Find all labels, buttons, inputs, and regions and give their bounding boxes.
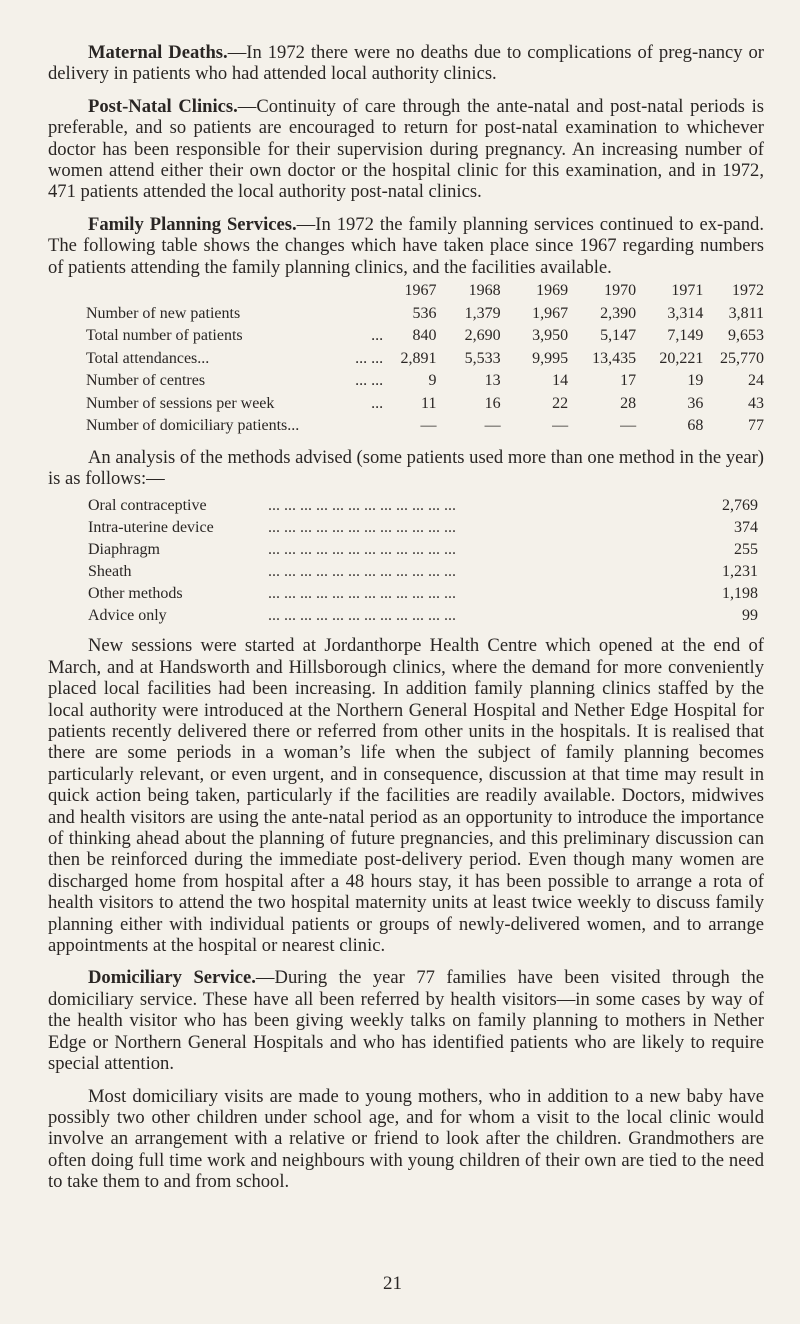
row-label: Number of centres	[86, 372, 206, 390]
cell-value: 19	[687, 372, 704, 390]
heading-post-natal: Post-Natal Clinics.	[88, 95, 238, 117]
heading-maternal-deaths: Maternal Deaths.	[88, 42, 228, 63]
cell-value: 9,995	[532, 349, 569, 367]
year-header: 1971	[671, 282, 704, 300]
cell-value: 9,653	[728, 327, 764, 345]
cell-value: 11	[421, 394, 437, 412]
method-value: 374	[734, 519, 758, 537]
table-row	[86, 415, 764, 438]
cell-value: 17	[620, 372, 637, 390]
cell-value: 1,379	[464, 304, 501, 322]
method-value: 99	[742, 607, 758, 625]
page-number: 21	[383, 1273, 402, 1294]
list-item	[88, 495, 758, 517]
cell-value: 28	[620, 394, 637, 412]
leader-dots	[336, 415, 387, 438]
list-item	[88, 539, 758, 561]
table-row	[86, 325, 764, 348]
paragraph-post-natal	[48, 96, 764, 203]
list-item	[88, 561, 758, 583]
row-label: Number of new patients	[86, 304, 241, 322]
cell-value: 24	[748, 372, 764, 390]
cell-value: 7,149	[667, 327, 704, 345]
year-header: 1968	[468, 282, 501, 300]
cell-value: 3,950	[532, 327, 569, 345]
leader-dots: ... ... ... ... ... ... ... ... ... ... ... ...	[268, 585, 456, 603]
text-domiciliary-service: —During the year 77 families have been visited through the domiciliary service. These have all been referred by health visitors—in some cases by way of the health visitor who has been giving weekly talks on family planning to mothers in Nether Edge or Northern General Hospitals and who has identified patients who are likely to require special attention.	[48, 967, 765, 1075]
method-value: 255	[734, 541, 758, 559]
year-header: 1972	[732, 282, 764, 300]
cell-value: 3,314	[667, 304, 704, 322]
cell-value: 5,533	[464, 349, 501, 367]
row-label: Total number of patients	[86, 327, 243, 345]
cell-value: 9	[428, 372, 437, 390]
cell-value: 43	[748, 394, 764, 412]
cell-value: —	[552, 417, 569, 435]
table-row	[86, 303, 764, 326]
method-value: 1,198	[722, 585, 758, 603]
method-value: 1,231	[722, 563, 758, 581]
method-label: Oral contraceptive	[88, 497, 207, 515]
leader-dots: ... ...	[355, 372, 384, 390]
cell-value: 13,435	[592, 349, 637, 367]
row-label: Total attendances...	[86, 349, 210, 367]
paragraph-analysis-intro: An analysis of the methods advised (some patients used more than one method in the year) is as follows:—	[48, 446, 764, 489]
leader-dots	[336, 303, 387, 326]
cell-value: 36	[687, 394, 704, 412]
cell-value: 840	[412, 327, 437, 345]
cell-value: 536	[412, 304, 437, 322]
leader-dots: ... ... ... ... ... ... ... ... ... ... ... ...	[268, 563, 456, 581]
cell-value: 22	[552, 394, 569, 412]
leader-dots: ... ... ... ... ... ... ... ... ... ... ... ...	[268, 519, 456, 537]
cell-value: 2,390	[600, 304, 637, 322]
method-label: Other methods	[88, 585, 183, 603]
family-planning-stats-table	[86, 280, 764, 438]
year-header: 1969	[536, 282, 569, 300]
paragraph-new-sessions: New sessions were started at Jordanthorpe Health Centre which opened at the end of March, and at Handsworth and Hillsborough clinics, where the demand for more conveniently placed local facilities had been increasing. In addition family planning clinics staffed by the local authority were introduced at the Northern General Hospital and Nether Edge Hospital for patients recently delivered there or referred from other units in the hospitals. It is realised that there are some periods in a woman’s life when the subject of family planning becomes particularly relevant, or even urgent, and in consequence, discussion at that time may result in quick action being taken, particularly if the facilities are readily available. Doctors, midwives and health visitors are using the ante-natal period as an opportunity to introduce the importance of thinking ahead about the planning of future pregnancies, and this preliminary discussion can then be reinforced during the immediate post-delivery period. Even though many women are discharged home from hospital after a 48 hours stay, it has been possible to arrange a rota of health visitors to attend the two hospital maternity units at least twice weekly to discuss family planning either with individual patients or groups of newly-delivered women, and to arrange appointments at the hospital or nearest clinic.	[48, 635, 764, 957]
cell-value: 1,967	[532, 304, 569, 322]
leader-dots: ...	[371, 327, 384, 345]
method-value: 2,769	[722, 497, 758, 515]
method-label: Diaphragm	[88, 541, 160, 559]
text-family-planning: —In 1972 the family planning services continued to ex-pand. The following table shows the changes which have taken place since 1967 regarding numbers of patients attending the family planning clinics, and the facilities available.	[48, 213, 765, 278]
list-item	[88, 605, 758, 627]
cell-value: 2,891	[400, 349, 437, 367]
heading-domiciliary-service: Domiciliary Service.	[88, 967, 256, 989]
cell-value: 3,811	[728, 304, 764, 322]
row-label: Number of domiciliary patients...	[86, 417, 300, 435]
method-label: Sheath	[88, 563, 132, 581]
cell-value: —	[420, 417, 437, 435]
leader-dots: ...	[371, 394, 384, 412]
table-row	[86, 370, 764, 393]
table-row	[86, 393, 764, 416]
leader-dots: ... ... ... ... ... ... ... ... ... ... ... ...	[268, 607, 456, 625]
cell-value: —	[484, 417, 501, 435]
leader-dots: ... ... ... ... ... ... ... ... ... ... ... ...	[268, 541, 456, 559]
cell-value: 14	[552, 372, 569, 390]
list-item	[88, 517, 758, 539]
cell-value: 20,221	[659, 349, 704, 367]
heading-family-planning: Family Planning Services.	[88, 213, 297, 235]
cell-value: 5,147	[600, 327, 637, 345]
cell-value: 2,690	[464, 327, 501, 345]
cell-value: 68	[687, 417, 704, 435]
table-header-row	[86, 280, 764, 303]
list-item	[88, 583, 758, 605]
row-label: Number of sessions per week	[86, 394, 275, 412]
table-row	[86, 348, 764, 371]
leader-dots: ... ...	[355, 349, 384, 367]
paragraph-domiciliary-service	[48, 967, 764, 1074]
cell-value: 16	[484, 394, 501, 412]
methods-list	[88, 495, 758, 627]
method-label: Intra-uterine device	[88, 519, 214, 537]
cell-value: —	[620, 417, 637, 435]
method-label: Advice only	[88, 607, 167, 625]
year-header: 1970	[604, 282, 637, 300]
paragraph-family-planning	[48, 214, 764, 278]
cell-value: 25,770	[720, 349, 764, 367]
year-header: 1967	[404, 282, 437, 300]
cell-value: 77	[748, 417, 764, 435]
text-maternal-deaths: —In 1972 there were no deaths due to complications of preg-nancy or delivery in patients who had attended local authority clinics.	[48, 42, 764, 85]
text-post-natal: —Continuity of care through the ante-natal and post-natal periods is preferable, and so patients are encouraged to return for post-natal examination to whichever doctor has been responsible for their supervision during pregnancy. An increasing number of women attend either their own doctor or the hospital clinic for this examination, and in 1972, 471 patients attended the local authority post-natal clinics.	[48, 95, 764, 203]
leader-dots: ... ... ... ... ... ... ... ... ... ... ... ...	[268, 497, 456, 515]
cell-value: 13	[484, 372, 501, 390]
paragraph-maternal-deaths	[48, 42, 764, 85]
paragraph-domiciliary-visits: Most domiciliary visits are made to young mothers, who in addition to a new baby have possibly two other children under school age, and for whom a visit to the local clinic would involve an arrangement with a relative or friend to look after the children. Grandmothers are often doing full time work and neighbours with young children of their own are tied to the need to take them to and from school.	[48, 1085, 764, 1193]
